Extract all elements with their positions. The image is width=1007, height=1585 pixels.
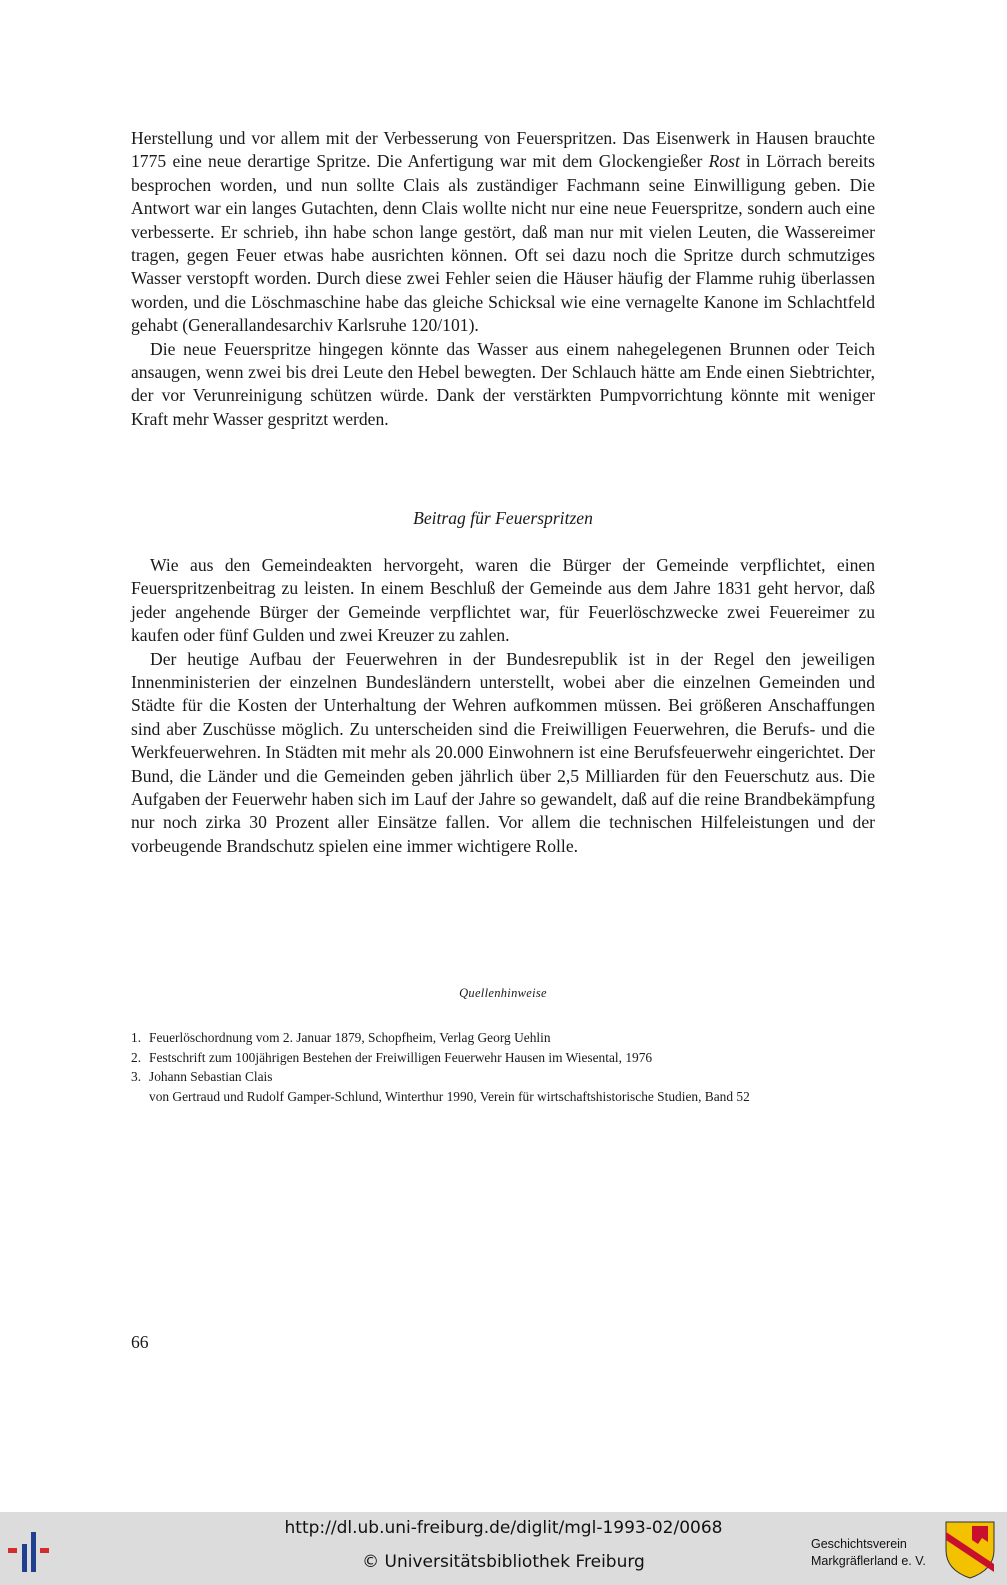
- section-heading: Beitrag für Feuerspritzen: [413, 508, 593, 528]
- reference-text: Johann Sebastian Clais: [149, 1069, 273, 1084]
- reference-text: Feuerlöschordnung vom 2. Januar 1879, Schopfheim, Verlag Georg Uehlin: [149, 1030, 551, 1045]
- society-name-line: Markgräflerland e. V.: [811, 1554, 926, 1568]
- copyright-notice: © Universitätsbibliothek Freiburg: [362, 1552, 645, 1572]
- reference-item: [131, 1028, 891, 1048]
- reference-list: [131, 1028, 891, 1106]
- sources-title: Quellenhinweise: [459, 986, 547, 1000]
- body-text-top: [131, 127, 875, 431]
- coat-of-arms-icon: [944, 1520, 996, 1580]
- reference-item: [131, 1067, 891, 1087]
- paragraph: Der heutige Aufbau der Feuerwehren in der Bundesrepublik ist in der Regel den jeweiligen Innenministerien der einzelnen Bundesländern unterstellt, wobei aber die einzelnen Gemeinden und Städte für die Kosten der Unterhaltung der Wehren aufkommen müssen. Bei größeren Anschaffungen sind aber Zuschüsse möglich. Zu unterscheiden sind die Freiwilligen Feuerwehren, die Berufs- und die Werkfeuerwehren. In Städten mit mehr als 20.000 Einwohnern ist eine Berufsfeuerwehr eingerichtet. Der Bund, die Länder und die Gemeinden geben jährlich über 2,5 Milliarden für den Feuerschutz aus. Die Aufgaben der Feuerwehr haben sich im Lauf der Jahre so gewandelt, daß auf die reine Brandbekämpfung nur noch zirka 30 Prozent aller Einsätze fallen. Vor allem die technischen Hilfeleistungen und der vorbeugende Brandschutz spielen eine immer wichtigere Rolle.: [131, 648, 875, 856]
- reference-continuation: von Gertraud und Rudolf Gamper-Schlund, Winterthur 1990, Verein für wirtschaftshistorische Studien, Band 52: [149, 1088, 750, 1104]
- paragraph: Wie aus den Gemeindeakten hervorgeht, waren die Bürger der Gemeinde verpflichtet, einen Feuerspritzenbeitrag zu leisten. In einem Beschluß der Gemeinde aus dem Jahre 1831 geht hervor, daß jeder angehende Bürger der Gemeinde verpflichtet war, für Feuerlöschzwecke zwei Feuereimer zu kaufen oder fünf Gulden und zwei Kreuzer zu zahlen.: [131, 555, 875, 646]
- paragraph: Die neue Feuerspritze hingegen könnte das Wasser aus einem nahegelegenen Brunnen oder Teich ansaugen, wenn zwei bis drei Leute den Hebel bewegten. Der Schlauch hätte am Ende einen Siebtrichter, der vor Verunreinigung schützen würde. Dank der verstärkten Pumpvorrichtung könnte mit weniger Kraft mehr Wasser gespritzt werden.: [131, 338, 875, 429]
- page-number: 66: [131, 1332, 149, 1352]
- society-name: [811, 1536, 926, 1570]
- body-text-bottom: [131, 554, 875, 858]
- footer-bar: [0, 1512, 1007, 1585]
- permalink-url[interactable]: http://dl.ub.uni-freiburg.de/diglit/mgl-1993-02/0068: [284, 1518, 723, 1538]
- reference-text: Festschrift zum 100jährigen Bestehen der Freiwilligen Feuerwehr Hausen im Wiesental, 1976: [149, 1049, 653, 1065]
- reference-number: 1.: [131, 1030, 142, 1045]
- society-name-line: Geschichtsverein: [811, 1537, 907, 1551]
- reference-number: 3.: [131, 1069, 142, 1084]
- reference-number: 2.: [131, 1049, 142, 1065]
- reference-item: [131, 1048, 891, 1068]
- paragraph: Herstellung und vor allem mit der Verbesserung von Feuerspritzen. Das Eisenwerk in Hausen brauchte 1775 eine neue derartige Spritze. Die Anfertigung war mit dem Glockengießer Rost in Lörrach bereits besprochen worden, und nun sollte Clais als zuständiger Fachmann seine Einwilligung geben. Die Antwort war ein langes Gutachten, denn Clais wollte nicht nur eine neue Feuerspritze, sondern auch eine verbesserte. Er schrieb, ihn habe schon lange gestört, daß man nur mit vielen Leuten, die Wassereimer tragen, gegen Feuer etwas habe ausrichten können. Oft sei dazu noch die Spritze durch schmutziges Wasser verstopft worden. Durch diese zwei Fehler seien die Häuser häufig der Flamme ruhig überlassen worden, und die Löschmaschine habe das gleiche Schicksal wie eine vernagelte Kanone im Schlachtfeld gehabt (Generallandesarchiv Karlsruhe 120/101).: [131, 128, 875, 336]
